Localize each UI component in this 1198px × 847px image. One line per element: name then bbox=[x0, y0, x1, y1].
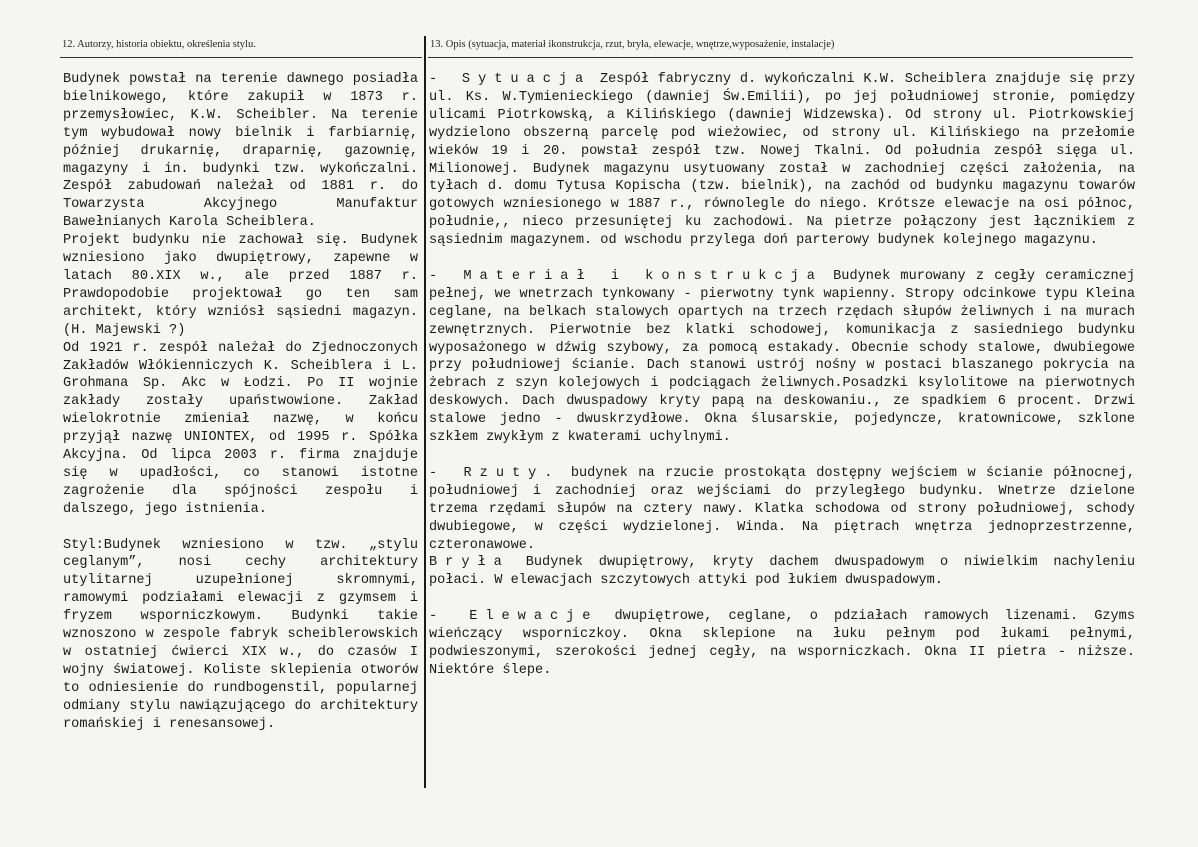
history-paragraph-project: Projekt budynku nie zachował się. Budynek wzniesiono jako dwupiętrowy, zapewne w latach 80.XIX w., ale przed 1887 r. Prawdopodobie projektował go ten sam architekt, który wzniósł sąsiedni magazyn. (H. Majewski ?) bbox=[63, 233, 418, 338]
situation-lead: - Sytuacja bbox=[429, 72, 592, 87]
description-column bbox=[429, 71, 1135, 680]
history-paragraph-origin: Budynek powstał na terenie dawnego posiadła bielnikowego, które zakupił w 1873 r. przemysłowiec, K.W. Scheibler. Na terenie tym wybudował nowy bielnik i farbiarnię, później drukarnię, draparnię, gazownię, magazyny i in. budynki tzw. wykończalni. Zespół zabudowań należał od 1881 r. do Towarzysta Akcyjnego Manufaktur Bawełnianych Karola Scheiblera. bbox=[63, 72, 418, 231]
paragraph-gap bbox=[429, 590, 1135, 608]
elevations-paragraph bbox=[429, 608, 1135, 680]
material-lead: - Materiał i konstrukcja bbox=[429, 268, 823, 284]
elevations-text: dwupiętrowe, ceglane, o pdziałach ramowych lizenami. Gzyms wieńczący wsporniczkoy. Okna sklepione na łuku pełnym pod łukami pełnymi, podwieszonymi, szerokości jednej cegły, na wsporniczkach. Okna II pietra - niższe. Niektóre ślepe. bbox=[429, 609, 1135, 678]
section-12-header: 12. Autorzy, historia obiektu, określenia stylu. bbox=[62, 39, 256, 50]
history-column bbox=[63, 71, 418, 734]
plans-paragraph bbox=[429, 465, 1135, 555]
situation-text: Zespół fabryczny d. wykończalni K.W. Scheiblera znajduje się przy ul. Ks. W.Tymienieckiego (dawniej Św.Emilii), po jej południowej stronie, pomiędzy ulicami Piotrkowską, a Kilińskiego (dawniej Widzewska). Od strony ul. Piotrkowskiej wydzielono obszerną parcelę pod wieżowiec, od strony ul. Kilińskiego na przełomie wieków 19 i 20. powstał zespół tzw. Nowej Tkalni. Od południa zespół sięga ul. Milionowej. Budynek magazynu usytuowany został w zachodniej części założenia, na tyłach d. domu Tytusa Kopischa (tzw. bielnik), na zachód od budynku magazynu towarów gotowych wzniesionego w 1887 r., równolegle do niego. Krótsze elewacje na osi północ, południe,, nieco przesuniętej ku zachodowi. Na pietrze połączony jest łącznikiem z sąsiednim magazynem. od wschodu przylega doń parterowy budynek kolejnego magazynu. bbox=[429, 72, 1136, 249]
plans-lead: - Rzuty. bbox=[429, 465, 561, 481]
section-13-header: 13. Opis (sytuacja, materiał ikonstrukcja, rzut, bryła, elewacje, wnętrze,wyposażenie, instalacje) bbox=[430, 39, 835, 50]
paragraph-gap bbox=[429, 447, 1135, 465]
paragraph-gap bbox=[429, 250, 1135, 268]
header-underline-right bbox=[428, 57, 1133, 58]
situation-paragraph bbox=[429, 71, 1135, 250]
material-paragraph bbox=[429, 268, 1135, 447]
elevations-lead: - Elewacje bbox=[429, 609, 599, 625]
style-paragraph: Styl:Budynek wzniesiono w tzw. „stylu ceglanym”, nosi cechy architektury utylitarnej uzupełnionej skromnymi, ramowymi podziałami elewacji z gzymsem i fryzem wsporniczkowym. Budynki takie wznoszono w zespole fabryk scheiblerowskich w ostatniej ćwierci XIX w., do czasów I wojny światowej. Koliste sklepienia otworów to odniesienie do rundbogenstil, popularnej odmiany stylu nawiązującego do architektury romańskiej i renesansowej. bbox=[63, 537, 418, 732]
paragraph-gap bbox=[63, 519, 418, 537]
massing-text: Budynek dwupiętrowy, kryty dachem dwuspadowym o niwielkim nachyleniu połaci. W elewacjach szczytowych attyki pod łukiem dwuspadowym. bbox=[429, 555, 1135, 589]
massing-paragraph bbox=[429, 554, 1135, 590]
column-divider bbox=[424, 36, 426, 788]
header-underline-left bbox=[60, 57, 422, 58]
material-text: Budynek murowany z cegły ceramicznej pełnej, we wnetrzach tynkowany - pierwotny tynk wapienny. Stropy odcinkowe typu Kleina ceglane, na belkach stalowych opartych na trzech rzędach słupów żeliwnych i na murach zewnętrznych. Pierwotnie bez klatki schodowej, komunikacja z sasiedniego budynku wyposażonego w dźwig szybowy, za pomocą estakady. Obecnie schody stalowe, dwubiegowe przy południowej ścianie. Dach stanowi ustrój nośny w postaci blaszanego pokrycia na żebrach z szyn kolejowych i podciągach żeliwnych.Posadzki ksylolitowe na pierwotnych deskowych. Dach dwuspadowy kryty papą na deskowaniu., ze spadkiem 6 procent. Drzwi stalowe jedno - dwuskrzydłowe. Okna ślusarskie, pojedyncze, kratownicowe, szklone szkłem zwykłym z kwaterami uchylnymi. bbox=[429, 268, 1135, 446]
massing-lead: Bryła bbox=[429, 555, 510, 571]
history-paragraph-ownership: Od 1921 r. zespół należał do Zjednoczonych Zakładów Włókienniczych K. Scheiblera i L. Grohmana Sp. Akc w Łodzi. Po II wojnie zakłady zostały upaństwowione. Zakład wielokrotnie zmieniał nazwę, w końcu przyjął nazwę UNIONTEX, od 1995 r. Spółka Akcyjna. Od lipca 2003 r. firma znajduje się w upadłości, co stanowi istotne zagrożenie dla spójności zespołu i dalszego, jego istnienia. bbox=[63, 340, 418, 517]
plans-text: budynek na rzucie prostokąta dostępny wejściem w ścianie północnej, południowej i zachodniej oraz wejściami do przyległego budynku. Wnetrze dzielone trzema rzędami słupów na cztery nawy. Klatka schodowa od strony południowej, schody dwubiegowe, w części wydzielonej. Winda. Na piętrach wnętrza jednoprzestrzenne, czteronawowe. bbox=[429, 465, 1135, 553]
